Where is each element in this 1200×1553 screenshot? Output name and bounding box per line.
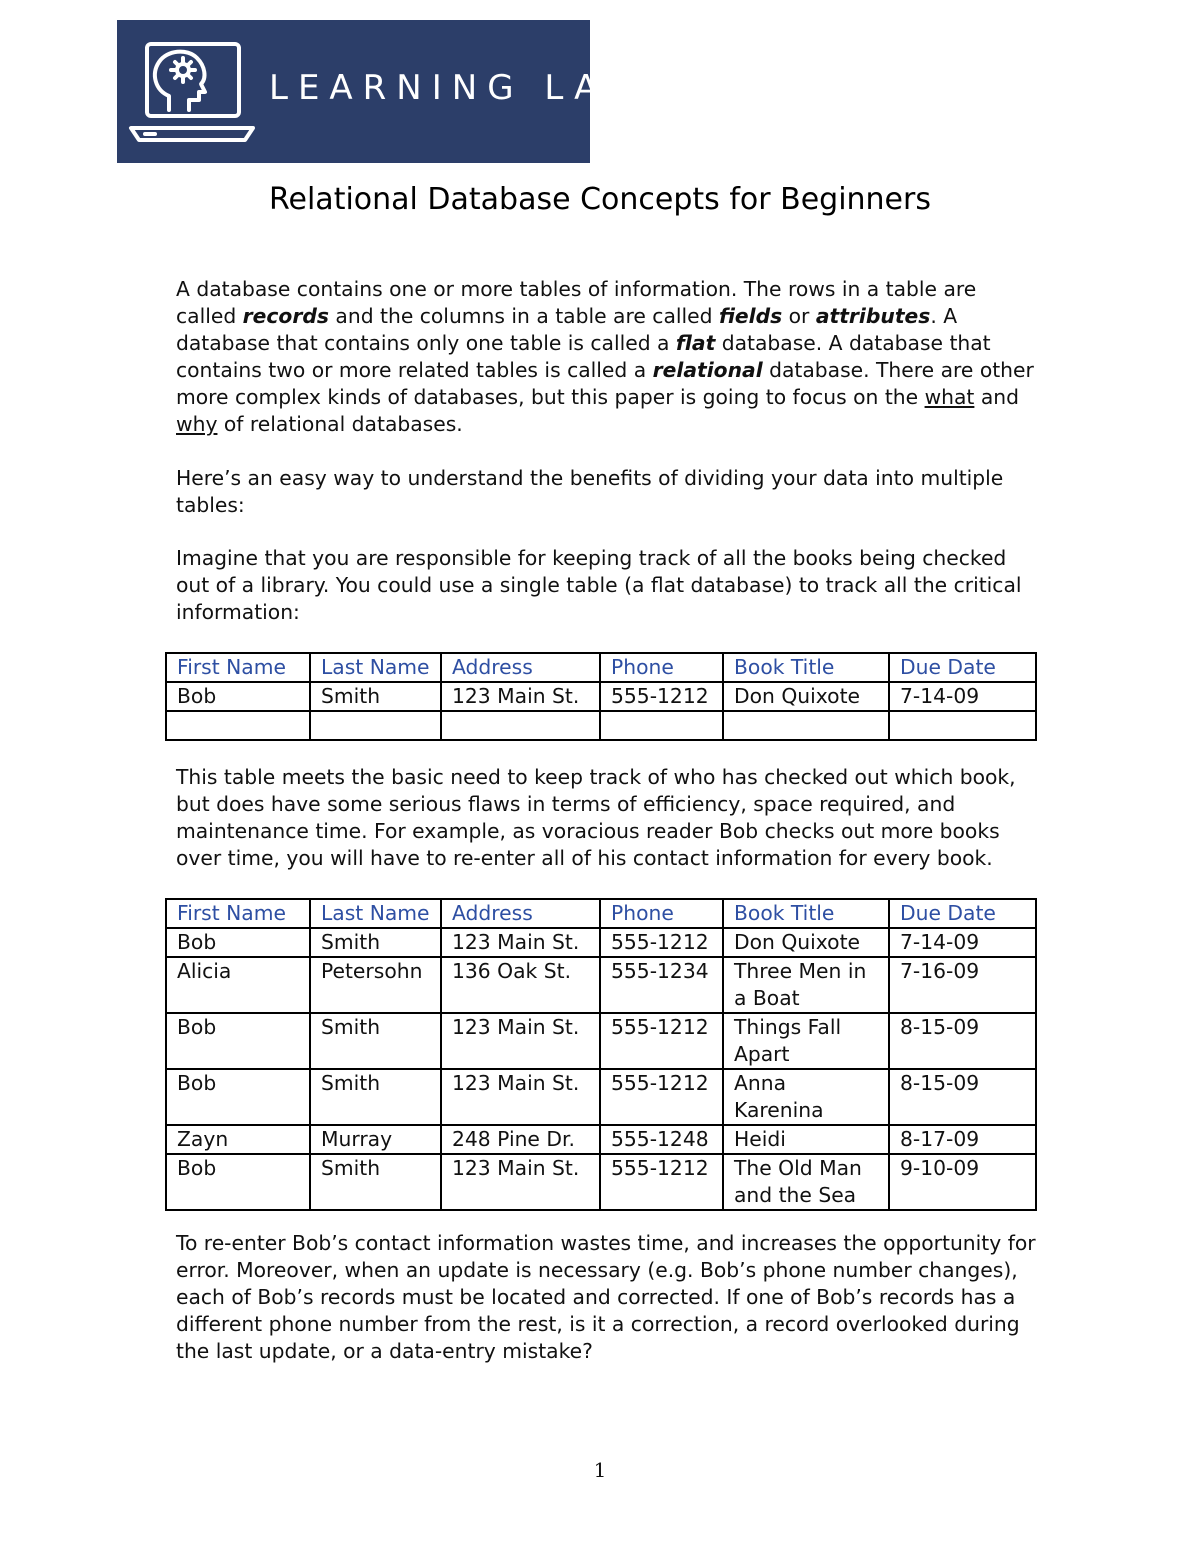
- table-cell: [166, 711, 310, 740]
- paragraph-5: To re-enter Bob’s contact information wastes time, and increases the opportunity for error. Moreover, when an update is necessary (e.g. Bob’s phone number changes), each of Bob’s records must be located and corrected. If one of Bob’s records has a different phone number from the rest, is it a correction, a record overlooked during the last update, or a data-entry mistake?: [176, 1231, 1036, 1363]
- table-cell: 123 Main St.: [441, 1154, 600, 1210]
- page-number: 1: [593, 1458, 607, 1482]
- table-row: [166, 711, 1036, 740]
- table-cell: Smith: [310, 1013, 441, 1069]
- table-header-row: [166, 653, 1036, 682]
- table-cell: Don Quixote: [723, 928, 889, 957]
- table-cell: 555-1212: [600, 928, 723, 957]
- column-header: First Name: [166, 653, 310, 682]
- table-cell: [723, 711, 889, 740]
- column-header: First Name: [166, 899, 310, 928]
- intro-text-4: . A database that contains only one table is called a: [176, 304, 958, 355]
- table-cell: 555-1212: [600, 1013, 723, 1069]
- intro-text-8: of relational databases.: [217, 412, 463, 436]
- term-records: records: [242, 304, 329, 328]
- column-header: Phone: [600, 653, 723, 682]
- table-cell: 248 Pine Dr.: [441, 1125, 600, 1154]
- column-header: Book Title: [723, 653, 889, 682]
- intro-text-1: A database contains one or more tables of information. The rows in a table are called: [176, 277, 977, 328]
- table-cell: [310, 711, 441, 740]
- table-cell: 7-14-09: [889, 682, 1036, 711]
- table-cell: 136 Oak St.: [441, 957, 600, 1013]
- column-header: Last Name: [310, 653, 441, 682]
- table-cell: 8-17-09: [889, 1125, 1036, 1154]
- table-cell: 555-1212: [600, 1154, 723, 1210]
- column-header: Last Name: [310, 899, 441, 928]
- table-cell: Smith: [310, 682, 441, 711]
- term-what: what: [924, 385, 975, 409]
- table-cell: 123 Main St.: [441, 682, 600, 711]
- table-cell: Zayn: [166, 1125, 310, 1154]
- table-cell: 8-15-09: [889, 1069, 1036, 1125]
- table-cell: Smith: [310, 928, 441, 957]
- term-flat: flat: [675, 331, 716, 355]
- table-cell: 555-1234: [600, 957, 723, 1013]
- table-row: [166, 682, 1036, 711]
- table-cell: 7-14-09: [889, 928, 1036, 957]
- paragraph-3: Imagine that you are responsible for keeping track of all the books being checked out of a library. You could use a single table (a flat database) to track all the critical information:: [176, 546, 1022, 624]
- table-cell: Don Quixote: [723, 682, 889, 711]
- table-cell: Bob: [166, 928, 310, 957]
- table-row: [166, 957, 1036, 1013]
- table-cell: 8-15-09: [889, 1013, 1036, 1069]
- table-cell: Three Men in a Boat: [723, 957, 889, 1013]
- table-cell: Bob: [166, 1013, 310, 1069]
- table-cell: Anna Karenina: [723, 1069, 889, 1125]
- table-row: [166, 1069, 1036, 1125]
- table-cell: The Old Man and the Sea: [723, 1154, 889, 1210]
- flat-table-1: [165, 652, 1037, 741]
- intro-paragraph: [176, 276, 1036, 438]
- page-title: Relational Database Concepts for Beginners: [269, 182, 931, 217]
- paragraph-4: This table meets the basic need to keep track of who has checked out which book, but does have some serious flaws in terms of efficiency, space required, and maintenance time. For example, as voracious reader Bob checks out more books over time, you will have to re-enter all of his contact information for every book.: [176, 765, 1016, 870]
- column-header: Phone: [600, 899, 723, 928]
- table-cell: Petersohn: [310, 957, 441, 1013]
- learning-lab-logo: [117, 20, 641, 163]
- table-cell: 123 Main St.: [441, 1069, 600, 1125]
- intro-text-2: and the columns in a table are called: [328, 304, 719, 328]
- intro-text-3: or: [782, 304, 816, 328]
- table-row: [166, 1125, 1036, 1154]
- intro-text-6: database. There are other more complex kinds of databases, but this paper is going to focus on the: [176, 358, 1034, 409]
- table-row: [166, 1013, 1036, 1069]
- table-cell: Alicia: [166, 957, 310, 1013]
- table-cell: Murray: [310, 1125, 441, 1154]
- table-cell: Smith: [310, 1069, 441, 1125]
- logo-text: LEARNING LAB: [269, 68, 641, 108]
- table-cell: 7-16-09: [889, 957, 1036, 1013]
- table-cell: Things Fall Apart: [723, 1013, 889, 1069]
- column-header: Due Date: [889, 899, 1036, 928]
- table-cell: Bob: [166, 1069, 310, 1125]
- table-cell: 555-1212: [600, 682, 723, 711]
- term-fields: fields: [718, 304, 783, 328]
- table-cell: Heidi: [723, 1125, 889, 1154]
- term-relational: relational: [652, 358, 763, 382]
- intro-text-7: and: [974, 385, 1019, 409]
- table-cell: Smith: [310, 1154, 441, 1210]
- table-cell: 123 Main St.: [441, 1013, 600, 1069]
- table-cell: Bob: [166, 1154, 310, 1210]
- column-header: Address: [441, 653, 600, 682]
- table-cell: 555-1212: [600, 1069, 723, 1125]
- table-cell: [441, 711, 600, 740]
- term-attributes: attributes: [815, 304, 931, 328]
- table-cell: 555-1248: [600, 1125, 723, 1154]
- intro-text-5: database. A database that contains two or more related tables is called a: [176, 331, 991, 382]
- paragraph-2: Here’s an easy way to understand the benefits of dividing your data into multiple tables:: [176, 466, 1004, 517]
- table-header-row: [166, 899, 1036, 928]
- table-row: [166, 928, 1036, 957]
- flat-table-2: [165, 898, 1037, 1211]
- term-why: why: [176, 412, 218, 436]
- table-cell: 123 Main St.: [441, 928, 600, 957]
- table-cell: Bob: [166, 682, 310, 711]
- table-cell: 9-10-09: [889, 1154, 1036, 1210]
- table-cell: [600, 711, 723, 740]
- table-cell: [889, 711, 1036, 740]
- column-header: Address: [441, 899, 600, 928]
- table-row: [166, 1154, 1036, 1210]
- column-header: Book Title: [723, 899, 889, 928]
- column-header: Due Date: [889, 653, 1036, 682]
